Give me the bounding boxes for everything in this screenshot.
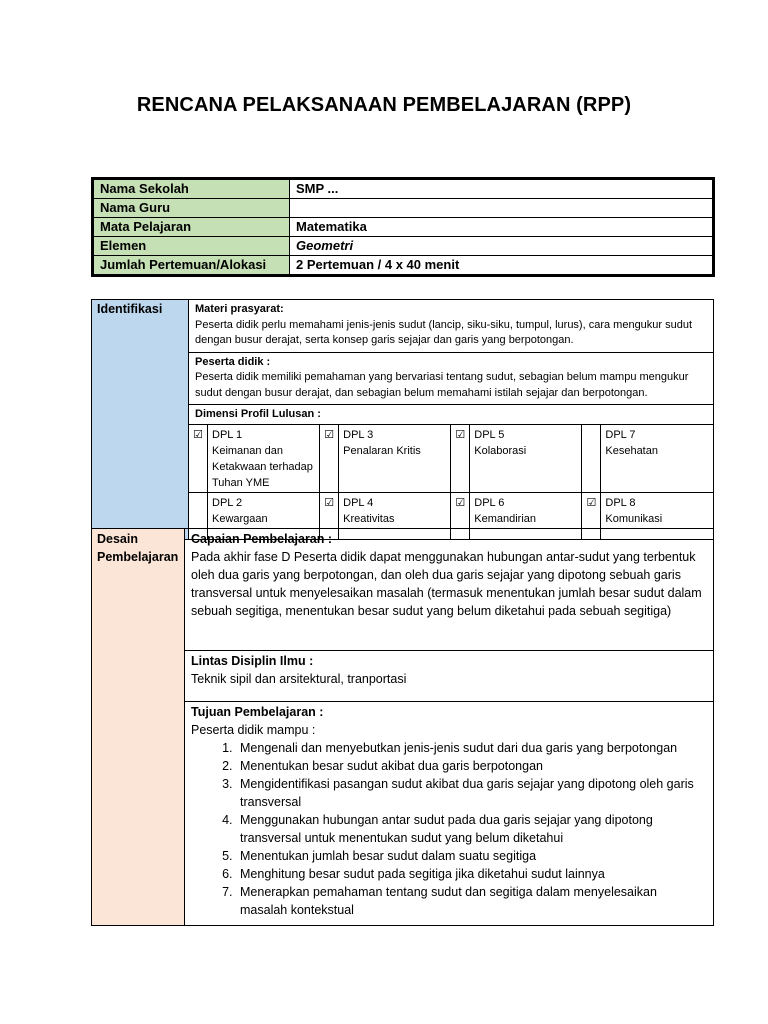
- identifikasi-table: [91, 299, 714, 540]
- dpl-checkbox: ☑: [451, 492, 470, 539]
- dpl-name: Kolaborasi: [474, 444, 527, 457]
- dpl-code: DPL 2: [212, 496, 243, 509]
- info-label: Nama Guru: [93, 199, 290, 218]
- dpl-item: [470, 424, 582, 492]
- dpl-name: Penalaran Kritis: [343, 444, 421, 457]
- tujuan-section: [185, 702, 714, 926]
- dpl-checkbox: ☑: [451, 424, 470, 492]
- dpl-code: DPL 7: [605, 428, 636, 441]
- capaian-heading: Capaian Pembelajaran :: [191, 532, 333, 546]
- info-label: Jumlah Pertemuan/Alokasi: [93, 256, 290, 276]
- info-label: Mata Pelajaran: [93, 218, 290, 237]
- dpl-checkbox: ☑: [320, 492, 339, 539]
- info-row-sekolah: [93, 179, 714, 199]
- desain-label: [92, 529, 185, 926]
- document-title: RENCANA PELAKSANAAN PEMBELAJARAN (RPP): [136, 94, 632, 116]
- dpl-grid: [189, 424, 713, 539]
- lintas-heading: Lintas Disiplin Ilmu :: [191, 654, 314, 668]
- info-value: Matematika: [290, 218, 714, 237]
- materi-heading: Materi prasyarat:: [195, 303, 284, 315]
- dpl-name: Kewargaan: [212, 512, 268, 525]
- dpl-code: DPL 3: [343, 428, 374, 441]
- desain-label-line: Desain: [97, 532, 138, 546]
- dpl-checkbox: ☑: [320, 424, 339, 492]
- info-table: [91, 177, 715, 277]
- materi-text: Peserta didik perlu memahami jenis-jenis sudut (lancip, siku-siku, tumpul, lurus), cara mengukur sudut dengan busur derajat, serta konsep garis sejajar dan garis yang berpotongan.: [195, 318, 693, 346]
- dpl-name: Kesehatan: [605, 444, 658, 457]
- tujuan-intro: Peserta didik mampu :: [191, 723, 316, 737]
- dpl-name: Kemandirian: [474, 512, 537, 525]
- desain-label-line: Pembelajaran: [97, 550, 179, 564]
- list-item: 7. Menerapkan pemahaman tentang sudut dan segitiga dalam menyelesaikan masalah kontekstual: [236, 883, 707, 919]
- dimensi-heading: Dimensi Profil Lulusan :: [195, 408, 321, 420]
- lintas-section: [185, 651, 714, 702]
- dpl-code: DPL 4: [343, 496, 374, 509]
- desain-table: [91, 528, 714, 926]
- tujuan-heading: Tujuan Pembelajaran :: [191, 705, 324, 719]
- dpl-name: Keimanan dan Ketakwaan terhadap Tuhan YME: [212, 444, 313, 489]
- info-row-mapel: [93, 218, 714, 237]
- peserta-text: Peserta didik memiliki pemahaman yang bervariasi tentang sudut, sebagian belum mampu mengukur sudut dengan busur derajat, dan sebagian belum memahami istilah sejajar dan berpotongan.: [195, 371, 689, 399]
- lintas-text: Teknik sipil dan arsitektural, tranportasi: [191, 672, 407, 686]
- dpl-checkbox: ☑: [189, 424, 208, 492]
- dpl-checkbox: [582, 424, 601, 492]
- info-row-alokasi: [93, 256, 714, 276]
- dpl-name: Komunikasi: [605, 512, 663, 525]
- info-value: [290, 199, 714, 218]
- dpl-code: DPL 1: [212, 428, 243, 441]
- list-item: 1. Mengenali dan menyebutkan jenis-jenis sudut dari dua garis yang berpotongan: [236, 739, 707, 757]
- peserta-section: [189, 352, 714, 405]
- info-value: Geometri: [290, 237, 714, 256]
- dpl-code: DPL 6: [474, 496, 505, 509]
- identifikasi-label: Identifikasi: [92, 300, 189, 540]
- dpl-code: DPL 5: [474, 428, 505, 441]
- list-item: 6. Menghitung besar sudut pada segitiga jika diketahui sudut lainnya: [236, 865, 707, 883]
- info-label: Elemen: [93, 237, 290, 256]
- dpl-item: [208, 424, 320, 492]
- dpl-checkbox: ☑: [582, 492, 601, 539]
- dpl-item: [601, 424, 713, 492]
- list-item: 5. Menentukan jumlah besar sudut dalam suatu segitiga: [236, 847, 707, 865]
- list-item: 3. Mengidentifikasi pasangan sudut akibat dua garis sejajar yang dipotong oleh garis transversal: [236, 775, 707, 811]
- info-row-elemen: [93, 237, 714, 256]
- info-value: SMP ...: [290, 179, 714, 199]
- dpl-code: DPL 8: [605, 496, 636, 509]
- list-item: 2. Menentukan besar sudut akibat dua garis berpotongan: [236, 757, 707, 775]
- capaian-section: [185, 529, 714, 651]
- peserta-heading: Peserta didik :: [195, 355, 271, 368]
- tujuan-list: [191, 739, 707, 919]
- capaian-text: Pada akhir fase D Peserta didik dapat menggunakan hubungan antar-sudut yang terbentuk oleh dua garis yang berpotongan, dan oleh dua garis sejajar yang dipotong sebuah garis transversal untuk menyelesaikan masalah (termasuk menentukan jumlah besar sudut dalam sebuah segitiga, menentukan besar sudut yang belum diketahui pada sebuah segitiga): [191, 550, 702, 618]
- list-item: 4. Menggunakan hubungan antar sudut pada dua garis sejajar yang dipotong transversal untuk menentukan sudut yang belum diketahui: [236, 811, 707, 847]
- info-label: Nama Sekolah: [93, 179, 290, 199]
- info-value: 2 Pertemuan / 4 x 40 menit: [290, 256, 714, 276]
- dimensi-section: [189, 405, 714, 540]
- info-row-guru: [93, 199, 714, 218]
- dpl-item: [339, 424, 451, 492]
- materi-section: [189, 300, 714, 353]
- dpl-name: Kreativitas: [343, 512, 395, 525]
